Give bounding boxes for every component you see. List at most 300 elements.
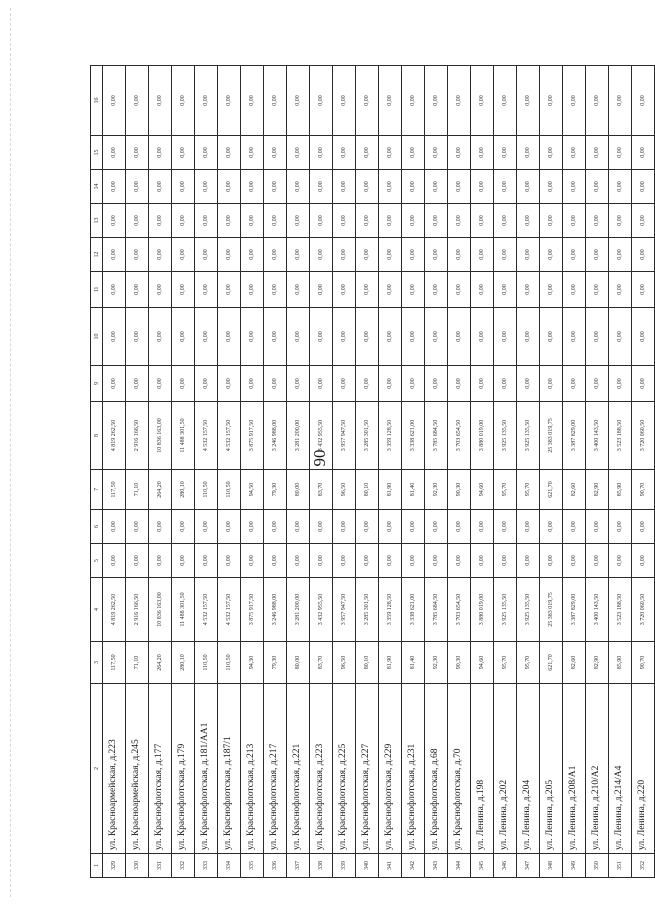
value-cell: 0,00: [241, 66, 264, 136]
value-cell: 0,00: [425, 510, 448, 544]
table-row: [241, 66, 264, 878]
value-cell: 0,00: [471, 308, 494, 366]
address-cell: ул. Краснофлотская, д.225: [333, 684, 356, 854]
value-cell: 3 703 654,50: [448, 578, 471, 642]
value-cell: 0,00: [264, 238, 287, 272]
value-cell: 0,00: [103, 204, 126, 238]
value-cell: 0,00: [563, 204, 586, 238]
value-cell: 0,00: [103, 272, 126, 308]
value-cell: 280,10: [172, 642, 195, 684]
value-cell: 81,90: [379, 470, 402, 510]
value-cell: 0,00: [287, 136, 310, 170]
value-cell: 0,00: [287, 272, 310, 308]
value-cell: 0,00: [356, 510, 379, 544]
value-cell: 3 359 128,50: [379, 578, 402, 642]
value-cell: 0,00: [540, 66, 563, 136]
value-cell: 0,00: [172, 544, 195, 578]
value-cell: 0,00: [218, 366, 241, 402]
value-cell: 85,90: [609, 642, 632, 684]
value-cell: 0,00: [126, 66, 149, 136]
value-cell: 0,00: [609, 170, 632, 204]
value-cell: 0,00: [103, 544, 126, 578]
table-row: [402, 66, 425, 878]
value-cell: 0,00: [494, 510, 517, 544]
value-cell: 0,00: [333, 136, 356, 170]
value-cell: 0,00: [126, 136, 149, 170]
value-cell: 0,00: [379, 66, 402, 136]
value-cell: 0,00: [402, 136, 425, 170]
value-cell: 0,00: [402, 238, 425, 272]
value-cell: 0,00: [609, 136, 632, 170]
value-cell: 0,00: [379, 308, 402, 366]
value-cell: 0,00: [103, 366, 126, 402]
value-cell: 0,00: [241, 308, 264, 366]
column-header: 12: [91, 238, 103, 272]
value-cell: 0,00: [494, 366, 517, 402]
value-cell: 0,00: [195, 204, 218, 238]
value-cell: 0,00: [632, 204, 655, 238]
value-cell: 92,30: [425, 642, 448, 684]
ledger-table: [90, 65, 655, 878]
row-number-cell: 349: [563, 854, 586, 878]
value-cell: 0,00: [563, 170, 586, 204]
value-cell: 0,00: [517, 272, 540, 308]
value-cell: 0,00: [126, 238, 149, 272]
value-cell: 4 819 262,50: [103, 402, 126, 470]
value-cell: 0,00: [379, 136, 402, 170]
value-cell: 0,00: [540, 170, 563, 204]
value-cell: 3 925 135,50: [517, 578, 540, 642]
value-cell: 0,00: [264, 136, 287, 170]
table-row: [379, 66, 402, 878]
value-cell: 0,00: [402, 272, 425, 308]
address-cell: ул. Краснофлотская, д.187/1: [218, 684, 241, 854]
value-cell: 90,70: [632, 642, 655, 684]
value-cell: 0,00: [540, 510, 563, 544]
table-row: [448, 66, 471, 878]
value-cell: 0,00: [172, 366, 195, 402]
table-row: [126, 66, 149, 878]
value-cell: 0,00: [517, 170, 540, 204]
table-row: [586, 66, 609, 878]
value-cell: 3 338 621,00: [402, 402, 425, 470]
address-cell: ул. Краснофлотская, д.70: [448, 684, 471, 854]
value-cell: 0,00: [172, 170, 195, 204]
table-row: [494, 66, 517, 878]
value-cell: 0,00: [195, 544, 218, 578]
value-cell: 0,00: [494, 170, 517, 204]
column-header: 6: [91, 510, 103, 544]
value-cell: 3 957 947,50: [333, 578, 356, 642]
value-cell: 90,70: [632, 470, 655, 510]
address-cell: ул. Краснофлотская, д.227: [356, 684, 379, 854]
value-cell: 0,00: [586, 272, 609, 308]
value-cell: 0,00: [103, 510, 126, 544]
value-cell: 0,00: [494, 136, 517, 170]
value-cell: 0,00: [517, 66, 540, 136]
value-cell: 0,00: [356, 136, 379, 170]
value-cell: 0,00: [494, 238, 517, 272]
value-cell: 0,00: [448, 366, 471, 402]
value-cell: 0,00: [287, 238, 310, 272]
value-cell: 0,00: [586, 366, 609, 402]
value-cell: 0,00: [448, 544, 471, 578]
value-cell: 3 875 917,50: [241, 402, 264, 470]
value-cell: 3 785 684,50: [425, 402, 448, 470]
value-cell: 0,00: [195, 510, 218, 544]
value-cell: 0,00: [149, 204, 172, 238]
value-cell: 0,00: [494, 66, 517, 136]
column-header: 15: [91, 136, 103, 170]
value-cell: 0,00: [540, 136, 563, 170]
value-cell: 0,00: [632, 66, 655, 136]
value-cell: 0,00: [287, 66, 310, 136]
value-cell: 0,00: [287, 204, 310, 238]
column-header: 5: [91, 544, 103, 578]
value-cell: 0,00: [241, 170, 264, 204]
value-cell: 0,00: [517, 308, 540, 366]
value-cell: 0,00: [149, 366, 172, 402]
value-cell: 82,90: [586, 642, 609, 684]
row-number-cell: 337: [287, 854, 310, 878]
address-cell: ул. Краснофлотская, д.213: [241, 684, 264, 854]
value-cell: 0,00: [264, 366, 287, 402]
value-cell: 0,00: [471, 204, 494, 238]
value-cell: 82,60: [563, 642, 586, 684]
value-cell: 3 246 988,00: [264, 578, 287, 642]
value-cell: 0,00: [310, 170, 333, 204]
table-row: [172, 66, 195, 878]
row-number-cell: 344: [448, 854, 471, 878]
column-header: 13: [91, 204, 103, 238]
value-cell: 110,50: [218, 470, 241, 510]
value-cell: 0,00: [540, 238, 563, 272]
row-number-cell: 334: [218, 854, 241, 878]
address-cell: ул. Ленина, д.204: [517, 684, 540, 854]
value-cell: 3 387 829,00: [563, 578, 586, 642]
value-cell: 0,00: [126, 544, 149, 578]
table-row: [425, 66, 448, 878]
value-cell: 0,00: [402, 66, 425, 136]
value-cell: 0,00: [448, 272, 471, 308]
value-cell: 0,00: [609, 272, 632, 308]
row-number-cell: 331: [149, 854, 172, 878]
value-cell: 0,00: [218, 510, 241, 544]
address-cell: ул. Краснофлотская, д.229: [379, 684, 402, 854]
address-cell: ул. Красноармейская, д.245: [126, 684, 149, 854]
value-cell: 0,00: [379, 272, 402, 308]
value-cell: 83,70: [310, 470, 333, 510]
row-number-cell: 335: [241, 854, 264, 878]
value-cell: 3 432 955,50: [310, 578, 333, 642]
value-cell: 0,00: [402, 544, 425, 578]
value-cell: 0,00: [103, 136, 126, 170]
value-cell: 0,00: [425, 170, 448, 204]
value-cell: 0,00: [356, 308, 379, 366]
value-cell: 0,00: [632, 238, 655, 272]
value-cell: 0,00: [448, 170, 471, 204]
value-cell: 0,00: [287, 510, 310, 544]
value-cell: 0,00: [149, 66, 172, 136]
value-cell: 94,30: [241, 642, 264, 684]
value-cell: 0,00: [333, 308, 356, 366]
value-cell: 0,00: [310, 238, 333, 272]
column-header: 14: [91, 170, 103, 204]
value-cell: 0,00: [586, 308, 609, 366]
table-row: [563, 66, 586, 878]
row-number-cell: 336: [264, 854, 287, 878]
address-cell: ул. Ленина, д.208/А1: [563, 684, 586, 854]
value-cell: 3 523 188,50: [609, 578, 632, 642]
value-cell: 0,00: [333, 272, 356, 308]
address-cell: ул. Ленина, д.205: [540, 684, 563, 854]
value-cell: 0,00: [632, 136, 655, 170]
value-cell: 3 957 947,50: [333, 402, 356, 470]
value-cell: 82,60: [563, 470, 586, 510]
value-cell: 0,00: [402, 366, 425, 402]
value-cell: 3 400 143,50: [586, 578, 609, 642]
value-cell: 0,00: [126, 272, 149, 308]
value-cell: 0,00: [287, 366, 310, 402]
value-cell: 0,00: [540, 272, 563, 308]
value-cell: 0,00: [149, 136, 172, 170]
value-cell: 3 338 621,00: [402, 578, 425, 642]
column-header: 1: [91, 854, 103, 878]
value-cell: 80,00: [287, 470, 310, 510]
value-cell: 0,00: [195, 272, 218, 308]
table-row: [471, 66, 494, 878]
value-cell: 0,00: [264, 308, 287, 366]
value-cell: 0,00: [448, 136, 471, 170]
table-row: [264, 66, 287, 878]
value-cell: 0,00: [287, 170, 310, 204]
value-cell: 0,00: [632, 308, 655, 366]
ledger-table-frame: [90, 66, 648, 878]
value-cell: 95,70: [517, 642, 540, 684]
value-cell: 0,00: [126, 366, 149, 402]
value-cell: 0,00: [103, 238, 126, 272]
value-cell: 0,00: [425, 238, 448, 272]
value-cell: 0,00: [218, 170, 241, 204]
row-number-cell: 350: [586, 854, 609, 878]
table-row: [609, 66, 632, 878]
value-cell: 94,60: [471, 642, 494, 684]
value-cell: 3 432 955,50: [310, 402, 333, 470]
value-cell: 4 532 157,50: [218, 578, 241, 642]
address-cell: ул. Краснофлотская, д.181/АА1: [195, 684, 218, 854]
ledger-rotated-container: [90, 66, 648, 878]
value-cell: 0,00: [609, 204, 632, 238]
address-cell: ул. Ленина, д.210/А2: [586, 684, 609, 854]
value-cell: 0,00: [310, 308, 333, 366]
value-cell: 94,50: [241, 470, 264, 510]
value-cell: 0,00: [264, 66, 287, 136]
value-cell: 0,00: [563, 308, 586, 366]
value-cell: 0,00: [379, 170, 402, 204]
value-cell: 0,00: [471, 136, 494, 170]
value-cell: 621,70: [540, 470, 563, 510]
value-cell: 0,00: [471, 66, 494, 136]
table-row: [195, 66, 218, 878]
column-header: 16: [91, 66, 103, 136]
value-cell: 0,00: [586, 170, 609, 204]
value-cell: 117,50: [103, 470, 126, 510]
value-cell: 0,00: [540, 366, 563, 402]
value-cell: 0,00: [241, 136, 264, 170]
value-cell: 0,00: [195, 238, 218, 272]
value-cell: 0,00: [149, 544, 172, 578]
value-cell: 0,00: [264, 510, 287, 544]
value-cell: 0,00: [218, 204, 241, 238]
value-cell: 0,00: [609, 544, 632, 578]
value-cell: 0,00: [632, 510, 655, 544]
value-cell: 0,00: [333, 170, 356, 204]
value-cell: 3 281 200,00: [287, 402, 310, 470]
value-cell: 0,00: [356, 170, 379, 204]
value-cell: 3 387 829,00: [563, 402, 586, 470]
table-row: [632, 66, 655, 878]
value-cell: 0,00: [563, 272, 586, 308]
value-cell: 0,00: [241, 272, 264, 308]
value-cell: 0,00: [241, 510, 264, 544]
value-cell: 10 836 163,00: [149, 402, 172, 470]
value-cell: 264,20: [149, 642, 172, 684]
value-cell: 0,00: [310, 510, 333, 544]
value-cell: 0,00: [264, 544, 287, 578]
value-cell: 0,00: [517, 544, 540, 578]
value-cell: 0,00: [218, 544, 241, 578]
value-cell: 0,00: [517, 204, 540, 238]
row-number-cell: 329: [103, 854, 126, 878]
value-cell: 0,00: [425, 204, 448, 238]
value-cell: 0,00: [218, 136, 241, 170]
value-cell: 0,00: [264, 170, 287, 204]
value-cell: 3 285 301,50: [356, 578, 379, 642]
ledger-body: [103, 66, 655, 878]
value-cell: 0,00: [563, 366, 586, 402]
value-cell: 0,00: [333, 544, 356, 578]
value-cell: 0,00: [195, 136, 218, 170]
table-row: [103, 66, 126, 878]
value-cell: 0,00: [425, 308, 448, 366]
row-number-cell: 347: [517, 854, 540, 878]
value-cell: 0,00: [609, 238, 632, 272]
value-cell: 0,00: [333, 510, 356, 544]
row-number-cell: 346: [494, 854, 517, 878]
value-cell: 0,00: [586, 66, 609, 136]
row-number-cell: 351: [609, 854, 632, 878]
value-cell: 0,00: [310, 204, 333, 238]
value-cell: 0,00: [264, 204, 287, 238]
value-cell: 0,00: [195, 66, 218, 136]
value-cell: 0,00: [448, 510, 471, 544]
value-cell: 3 285 301,50: [356, 402, 379, 470]
value-cell: 0,00: [172, 204, 195, 238]
value-cell: 3 925 135,50: [494, 578, 517, 642]
value-cell: 0,00: [126, 204, 149, 238]
value-cell: 10 836 163,00: [149, 578, 172, 642]
address-cell: ул. Ленина, д.202: [494, 684, 517, 854]
value-cell: 0,00: [218, 66, 241, 136]
value-cell: 280,10: [172, 470, 195, 510]
value-cell: 0,00: [103, 66, 126, 136]
value-cell: 0,00: [632, 366, 655, 402]
address-cell: ул. Краснофлотская, д.177: [149, 684, 172, 854]
value-cell: 110,50: [195, 642, 218, 684]
value-cell: 0,00: [149, 510, 172, 544]
value-cell: 3 880 019,00: [471, 402, 494, 470]
header-row: [91, 66, 103, 878]
value-cell: 3 925 135,50: [517, 402, 540, 470]
value-cell: 0,00: [471, 544, 494, 578]
value-cell: 0,00: [448, 66, 471, 136]
value-cell: 0,00: [126, 308, 149, 366]
value-cell: 110,50: [218, 642, 241, 684]
value-cell: 0,00: [310, 272, 333, 308]
value-cell: 0,00: [632, 544, 655, 578]
value-cell: 3 703 654,50: [448, 402, 471, 470]
value-cell: 0,00: [586, 510, 609, 544]
value-cell: 2 916 166,50: [126, 578, 149, 642]
column-header: 9: [91, 366, 103, 402]
address-cell: ул. Краснофлотская, д.221: [287, 684, 310, 854]
value-cell: 0,00: [241, 238, 264, 272]
value-cell: 0,00: [425, 544, 448, 578]
column-header: 10: [91, 308, 103, 366]
row-number-cell: 340: [356, 854, 379, 878]
table-row: [218, 66, 241, 878]
value-cell: 0,00: [471, 366, 494, 402]
value-cell: 11 488 301,50: [172, 578, 195, 642]
value-cell: 0,00: [333, 66, 356, 136]
value-cell: 0,00: [586, 238, 609, 272]
value-cell: 0,00: [586, 136, 609, 170]
column-header: 3: [91, 642, 103, 684]
value-cell: 0,00: [517, 136, 540, 170]
value-cell: 3 523 188,50: [609, 402, 632, 470]
value-cell: 0,00: [149, 238, 172, 272]
value-cell: 11 488 301,50: [172, 402, 195, 470]
value-cell: 0,00: [356, 366, 379, 402]
value-cell: 79,30: [264, 470, 287, 510]
value-cell: 0,00: [632, 170, 655, 204]
value-cell: 0,00: [494, 308, 517, 366]
table-row: [149, 66, 172, 878]
value-cell: 0,00: [172, 136, 195, 170]
value-cell: 0,00: [218, 238, 241, 272]
row-number-cell: 342: [402, 854, 425, 878]
value-cell: 0,00: [172, 238, 195, 272]
value-cell: 80,10: [356, 470, 379, 510]
value-cell: 0,00: [586, 544, 609, 578]
value-cell: 90,30: [448, 642, 471, 684]
value-cell: 92,30: [425, 470, 448, 510]
value-cell: 3 785 684,50: [425, 578, 448, 642]
table-row: [310, 66, 333, 878]
value-cell: 0,00: [149, 272, 172, 308]
value-cell: 0,00: [402, 170, 425, 204]
column-header: 2: [91, 684, 103, 854]
value-cell: 3 875 917,50: [241, 578, 264, 642]
value-cell: 621,70: [540, 642, 563, 684]
value-cell: 0,00: [471, 238, 494, 272]
value-cell: 0,00: [563, 238, 586, 272]
value-cell: 0,00: [448, 308, 471, 366]
value-cell: 85,90: [609, 470, 632, 510]
value-cell: 83,70: [310, 642, 333, 684]
value-cell: 3 359 128,50: [379, 402, 402, 470]
value-cell: 0,00: [126, 170, 149, 204]
